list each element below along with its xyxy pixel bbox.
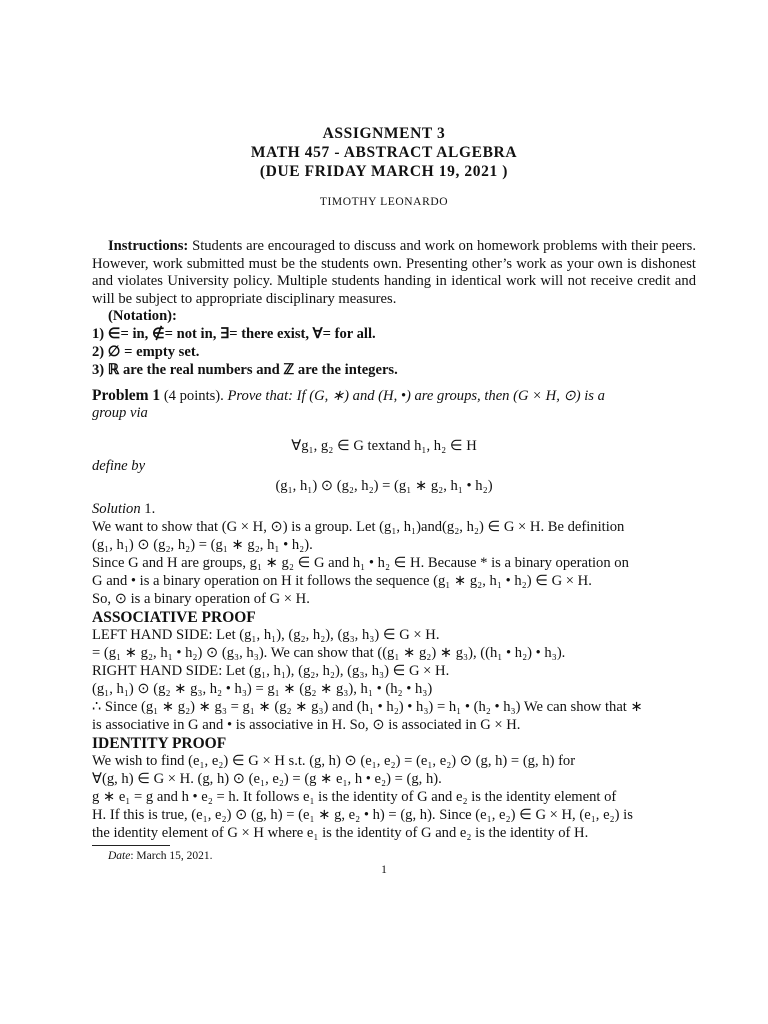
- notation-item-3: 3) ℝ are the real numbers and ℤ are the integers.: [92, 362, 398, 378]
- page-number: 1: [381, 864, 387, 876]
- solution-line-1: We want to show that (G × H, ⊙) is a group. Let (g₁, h₁)and(g₂, h₂) ∈ G × H. Be definition: [92, 519, 625, 535]
- notation-item-2: 2) ∅ = empty set.: [92, 344, 200, 360]
- solution-line-3: Since G and H are groups, g₁ ∗ g₂ ∈ G and h₁ • h₂ ∈ H. Because * is a binary operation on: [92, 555, 629, 571]
- instructions-label: Instructions:: [108, 238, 189, 254]
- identity-line-1: We wish to find (e₁, e₂) ∈ G × H s.t. (g, h) ⊙ (e₁, e₂) = (e₁, e₂) ⊙ (g, h) = (g, h) for: [92, 753, 576, 769]
- associative-line-5: ∴ Since (g₁ ∗ g₂) ∗ g₃ = g₁ ∗ (g₂ ∗ g₃) and (h₁ • h₂) • h₃) = h₁ • (h₂ • h₃) We can show that ∗: [92, 699, 643, 715]
- problem-statement-line-2: group via: [92, 405, 148, 421]
- title-line-1: ASSIGNMENT 3: [322, 125, 446, 142]
- solution-number: 1.: [140, 501, 156, 517]
- equation-operation: (g₁, h₁) ⊙ (g₂, h₂) = (g₁ ∗ g₂, h₁ • h₂): [275, 478, 493, 494]
- problem-statement-line-1: [92, 387, 696, 406]
- problem-points: (4 points).: [160, 388, 224, 404]
- author: TIMOTHY LEONARDO: [319, 196, 449, 208]
- footnote: [108, 850, 212, 862]
- associative-line-1: LEFT HAND SIDE: Let (g₁, h₁), (g₂, h₂), (g₃, h₃) ∈ G × H.: [92, 627, 440, 643]
- identity-line-4: H. If this is true, (e₁, e₂) ⊙ (g, h) = (e₁ ∗ g, e₂ • h) = (g, h). Since (e₁, e₂) ∈ G × H, (e₁, e₂) is: [92, 807, 633, 823]
- associative-line-3: RIGHT HAND SIDE: Let (g₁, h₁), (g₂, h₂), (g₃, h₃) ∈ G × H.: [92, 663, 450, 679]
- associative-line-2: = (g₁ ∗ g₂, h₁ • h₂) ⊙ (g₃, h₃). We can show that ((g₁ ∗ g₂) ∗ g₃), ((h₁ • h₂) • h₃).: [92, 645, 566, 661]
- identity-line-2: ∀(g, h) ∈ G × H. (g, h) ⊙ (e₁, e₂) = (g ∗ e₁, h • e₂) = (g, h).: [92, 771, 442, 787]
- solution-line-2: (g₁, h₁) ⊙ (g₂, h₂) = (g₁ ∗ g₂, h₁ • h₂).: [92, 537, 313, 553]
- instructions-paragraph: [92, 238, 696, 308]
- instructions-text: Students are encouraged to discuss and work on homework problems with their peers. However, work submitted must be the students own. Presenting other’s work as your own is dishonest and violates University policy. Multiple students handing in identical work will not receive credit and will be subject to appropriate disciplinary measures.: [92, 238, 696, 307]
- solution-line-4: G and • is a binary operation on H it follows the sequence (g₁ ∗ g₂, h₁ • h₂) ∈ G × H.: [92, 573, 592, 589]
- define-by-label: define by: [92, 458, 146, 474]
- identity-heading: IDENTITY PROOF: [92, 735, 227, 752]
- footnote-text: : March 15, 2021.: [130, 850, 213, 862]
- notation-label: (Notation):: [108, 308, 177, 324]
- identity-line-5: the identity element of G × H where e₁ is the identity of G and e₂ is the identity of H.: [92, 825, 589, 841]
- identity-line-3: g ∗ e₁ = g and h • e₂ = h. It follows e₁ is the identity of G and e₂ is the identity element of: [92, 789, 617, 805]
- footnote-rule: [92, 845, 170, 846]
- associative-heading: ASSOCIATIVE PROOF: [92, 609, 256, 626]
- solution-label-line: [92, 501, 696, 519]
- notation-item-1: 1) ∈= in, ∉= not in, ∃= there exist, ∀= for all.: [92, 326, 376, 342]
- problem-label: Problem 1: [92, 387, 161, 404]
- problem-statement: Prove that: If (G, ∗) and (H, •) are groups, then (G × H, ⊙) is a: [227, 388, 605, 404]
- title-line-3: (DUE FRIDAY MARCH 19, 2021 ): [259, 163, 509, 180]
- footnote-label: Date: [108, 850, 131, 862]
- associative-line-6: is associative in G and • is associative in H. So, ⊙ is associated in G × H.: [92, 717, 521, 733]
- title-line-2: MATH 457 - ABSTRACT ALGEBRA: [250, 144, 518, 161]
- solution-label: Solution: [92, 501, 141, 517]
- solution-line-5: So, ⊙ is a binary operation of G × H.: [92, 591, 310, 607]
- associative-line-4: (g₁, h₁) ⊙ (g₂ ∗ g₃, h₂ • h₃) = g₁ ∗ (g₂ ∗ g₃), h₁ • (h₂ • h₃): [92, 681, 433, 697]
- equation-quantifier: ∀g₁, g₂ ∈ G textand h₁, h₂ ∈ H: [291, 438, 477, 454]
